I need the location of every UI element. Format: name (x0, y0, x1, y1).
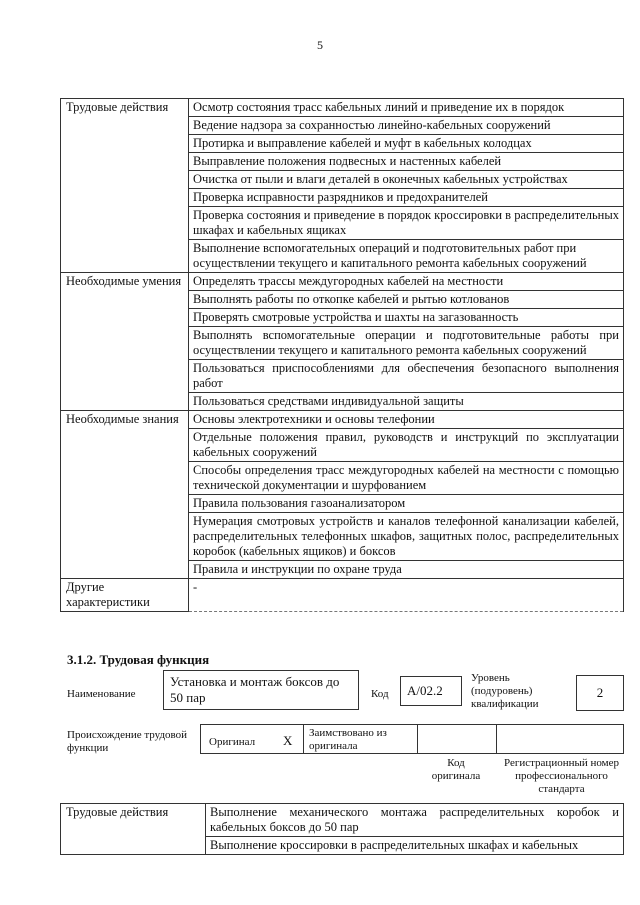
row-label-required-knowledge: Необходимые знания (61, 411, 189, 579)
level-value: 2 (576, 675, 624, 711)
list-item: Выправление положения подвесных и настенных кабелей (189, 153, 624, 171)
section-title: 3.1.2. Трудовая функция (67, 652, 210, 667)
list-item: Выполнение механического монтажа распределительных коробок и кабельных боксов до 50 пар (206, 804, 624, 837)
original-label: Оригинал (209, 736, 256, 748)
list-item: Правила пользования газоанализатором (189, 495, 624, 513)
list-item: Выполнение кроссировки в распределительных шкафах и кабельных (206, 837, 624, 855)
labor-actions-table (60, 803, 624, 855)
table-row (61, 579, 624, 612)
code-original-label: Код оригинала (431, 757, 481, 782)
table-row (61, 411, 624, 429)
page-number: 5 (317, 38, 323, 52)
list-item: Способы определения трасс междугородных кабелей на местности с помощью технической документации и шурфованием (189, 462, 624, 495)
list-item: Выполнять вспомогательные операции и подготовительные работы при осуществлении текущего и капитального ремонта кабельных сооружений (189, 327, 624, 360)
list-item: Выполнять работы по откопке кабелей и рытью котлованов (189, 291, 624, 309)
list-item: Отдельные положения правил, руководств и инструкций по эксплуатации кабельных сооружений (189, 429, 624, 462)
reg-number-label: Регистрационный номер профессионального стандарта (503, 757, 620, 795)
list-item: Осмотр состояния трасс кабельных линий и приведение их в порядок (189, 99, 624, 117)
row-label-labor-actions: Трудовые действия (61, 99, 189, 273)
table-row (61, 804, 624, 837)
list-item: Правила и инструкции по охране труда (189, 561, 624, 579)
divider (417, 724, 418, 754)
list-item: Пользоваться приспособлениями для обеспечения безопасного выполнения работ (189, 360, 624, 393)
list-item: Проверять смотровые устройства и шахты на загазованность (189, 309, 624, 327)
row-label-required-skills: Необходимые умения (61, 273, 189, 411)
list-item: Основы электротехники и основы телефонии (189, 411, 624, 429)
list-item: Ведение надзора за сохранностью линейно-кабельных сооружений (189, 117, 624, 135)
list-item: Протирка и выправление кабелей и муфт в кабельных колодцах (189, 135, 624, 153)
original-mark: X (283, 733, 293, 748)
origin-label: Происхождение трудовой функции (67, 729, 188, 754)
divider (496, 724, 497, 754)
list-item: Нумерация смотровых устройств и каналов телефонной канализации кабелей, распределительных телефонных шкафов, защитных полос, распределительных коробок (кабельных ящиков) и боксов (189, 513, 624, 561)
list-item: Определять трассы междугородных кабелей на местности (189, 273, 624, 291)
list-item: Очистка от пыли и влаги деталей в оконечных кабельных устройствах (189, 171, 624, 189)
borrowed-label: Заимствовано из оригинала (309, 727, 387, 752)
list-item: Пользоваться средствами индивидуальной защиты (189, 393, 624, 411)
labor-characteristics-table (60, 98, 624, 612)
code-value: А/02.2 (400, 676, 462, 706)
list-item: - (189, 579, 624, 612)
name-label: Наименование (67, 688, 136, 700)
name-value: Установка и монтаж боксов до 50 пар (163, 670, 359, 710)
list-item: Выполнение вспомогательных операций и подготовительных работ при осуществлении текущего и капитального ремонта кабельных сооружений (189, 240, 624, 273)
table-row (61, 273, 624, 291)
level-label: Уровень (подуровень) квалификации (471, 672, 539, 710)
row-label-other-characteristics: Другие характеристики (61, 579, 189, 612)
list-item: Проверка исправности разрядников и предохранителей (189, 189, 624, 207)
divider (303, 724, 304, 754)
code-label: Код (371, 688, 389, 700)
list-item: Проверка состояния и приведение в порядок кроссировки в распределительных шкафах и кабельных ящиках (189, 207, 624, 240)
table-row (61, 99, 624, 117)
row-label-labor-actions: Трудовые действия (61, 804, 206, 855)
